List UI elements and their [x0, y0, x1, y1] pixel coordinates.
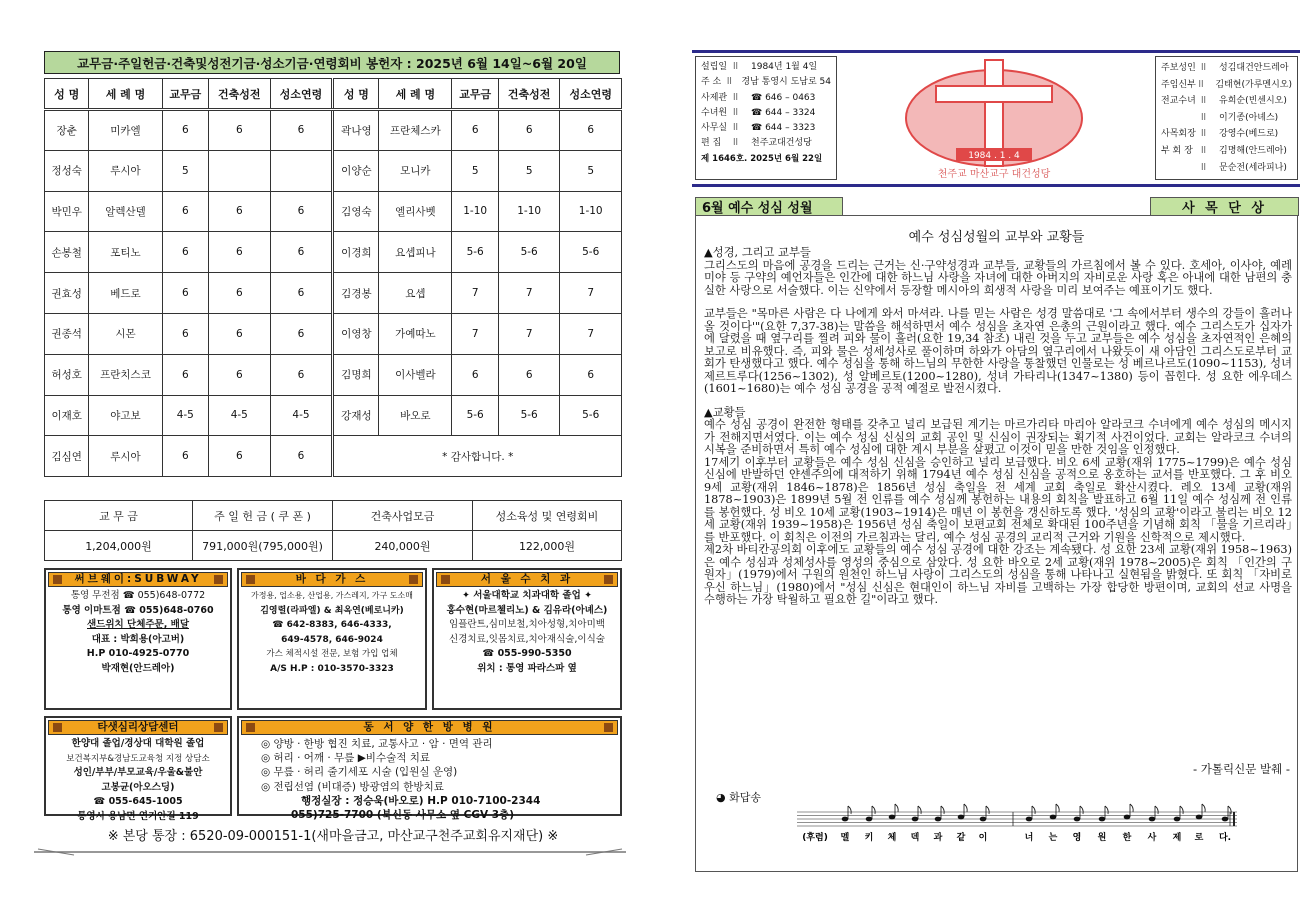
- ad-line: ☎ 642-8383, 646-4333,: [272, 620, 392, 630]
- emblem-text: 천주교 마산교구 대건성당: [937, 169, 1051, 180]
- note-head: [1149, 817, 1156, 822]
- donor-cell: 프란치스코: [89, 354, 162, 395]
- total-header-sunday: 주 일 헌 금 ( 쿠 폰 ): [193, 501, 333, 531]
- donation-header: 교무금·주일헌금·건축및성전기금·성소기금·연령회비 봉헌자 : 2025년 6월 14일~6월 20일: [44, 51, 620, 74]
- donor-cell: 7: [560, 273, 622, 314]
- donor-cell: 6: [209, 354, 271, 395]
- ad-subway: [44, 568, 232, 710]
- lyric-syllable: 는: [1048, 833, 1058, 843]
- staff-name: 김명해(안드레아): [1219, 145, 1287, 156]
- note-head: [1196, 815, 1203, 820]
- donor-cell: 7: [452, 313, 498, 354]
- article-paragraph: 그리스도의 마음에 공경을 드리는 근거는 신·구약성경과 교부들, 교황들의 가르침에서 볼 수 있다. 호세아, 이사야, 예레미야 등 구약의 예언자들은 인간에 대한 하느님 사랑을 자녀에 대한 아버지의 자비로운 사랑 혹은 아내에 대한 남편의 충실한 사랑으로 서술했다. 이는 신약에서 등장할 메시아의 희생적 사랑을 미리 보여주는 예표이기도 했다.: [704, 258, 1292, 297]
- donor-cell: 6: [498, 110, 560, 151]
- donor-cell: 엘리사벳: [379, 191, 452, 232]
- info-sep: ll: [1201, 112, 1207, 123]
- donor-cell: 5-6: [452, 232, 498, 273]
- note-flag: [1080, 806, 1083, 814]
- donor-col-header: 성소연령: [560, 79, 622, 110]
- donor-cell: 6: [270, 232, 333, 273]
- article-paragraph: 17세기 이후부터 교황들은 예수 성심 신심을 승인하고 널리 보급했다. 비오 6세 교황(재위 1775~1799)은 예수 성심 신심에 반발하던 얀센주의에 대적하기 위해 1794년 예수 성심 신심을 공적으로 옹호하는 교서를 반포했다. 그 후 비오 9세 교황(재위 1846~1878)은 1856년 성심 축일을 전 세계 교회 축일로 확산시켰다. 레오 13세 교황(재위 1878~1903)은 1899년 5월 전 인류를 예수 성심께 봉헌하는 내용의 회칙을 발표하고 6월 11일 예수 성심께 전 인류를 봉헌했다. 성 비오 10세 교황(1903~1914)은 매년 이 봉헌을 갱신하도록 했다. '성심의 교황'이라고 불리는 비오 12세 교황(재위 1939~1958)은 1956년 성심 축일이 보편교회 전체로 확대된 100주년을 기념해 회칙 「물을 기르리라」를 반포했다. 이 회칙은 이전의 가르침과는 달리, 예수 성심 공경의 교리적 근거와 기원을 신학적으로 제시했다.: [704, 455, 1292, 544]
- donor-cell: 요셉: [379, 273, 452, 314]
- donor-cell: 허성호: [45, 354, 89, 395]
- donor-cell: 6: [560, 110, 622, 151]
- parish-info-box: [695, 56, 837, 180]
- donor-cell: 6: [162, 354, 208, 395]
- ad-line: 행정실장 : 정승욱(바오로) H.P 010-7100-2344: [301, 794, 541, 807]
- total-value-vocation: 122,000원: [473, 531, 622, 561]
- info-sep: ll: [733, 123, 739, 134]
- note-head: [980, 817, 987, 822]
- info-value: ☎ 644 – 3324: [751, 107, 816, 118]
- note-head: [935, 817, 942, 822]
- lyric-syllable: 과: [933, 833, 943, 843]
- info-value: 경남 통영시 도남로 54: [741, 77, 831, 88]
- ad-line: 보건복지부&경남도교육청 지정 상담소: [66, 753, 210, 764]
- donor-col-header: 세 례 명: [379, 79, 452, 110]
- ad-line: 649-4578, 646-9024: [281, 634, 383, 645]
- ad-hanbang-title: 동 서 양 한 방 병 원: [363, 721, 496, 734]
- info-key: 주 소: [701, 77, 722, 88]
- donor-cell: 5-6: [498, 395, 560, 436]
- donor-cell: 6: [270, 191, 333, 232]
- staff-name: 강영수(베드로): [1219, 129, 1279, 140]
- donor-cell: 6: [209, 273, 271, 314]
- info-value: ☎ 644 – 3323: [751, 123, 816, 134]
- donor-cell: [209, 150, 271, 191]
- info-key: 수녀원: [701, 107, 728, 118]
- lyric-syllable: 같: [956, 833, 966, 843]
- staff-role: [1161, 110, 1201, 127]
- ad-line: 홍수현(마르첼리노) & 김유라(아녜스): [446, 604, 608, 616]
- info-value: ☎ 646 – 0463: [751, 92, 816, 103]
- note-flag: [1155, 806, 1158, 814]
- ad-line: 임플란트,심미보철,치아성형,치아미백: [449, 619, 605, 630]
- staff-row: [1161, 160, 1292, 177]
- donor-cell: 6: [560, 354, 622, 395]
- staff-role: [1161, 160, 1201, 177]
- donor-cell: 야고보: [89, 395, 162, 436]
- ad-line: ◎ 전립선염 (비대증) 방광염의 한방치료: [261, 780, 444, 793]
- donor-cell: 6: [270, 436, 333, 477]
- donor-cell: 루시아: [89, 150, 162, 191]
- donor-cell: 이사벨라: [379, 354, 452, 395]
- hymn-score: [797, 792, 1242, 846]
- note-flag: [1180, 806, 1183, 814]
- ad-counsel: [44, 716, 232, 822]
- header-rule-top: [692, 50, 1300, 53]
- lyric-syllable: (후렴): [802, 833, 828, 843]
- ad-line: 박재현(안드레아): [101, 662, 175, 674]
- ad-dental: [432, 568, 622, 710]
- lyric-syllable: 너: [1024, 833, 1034, 843]
- lyric-syllable: 로: [1194, 833, 1204, 843]
- donor-cell: 5: [560, 150, 622, 191]
- article-paragraph: 예수 성심 공경이 완전한 형태를 갖추고 널리 보급된 계기는 마르가리타 마리아 알라코크 수녀에게 예수 성심의 메시지가 전해지면서였다. 이는 예수 성심 신심의 교회 공인 및 신심이 권장되는 획기적 사건이었다. 교회는 알라코크 수녀의 시복을 준비하면서 특히 예수 성심에 대한 계시 부분을 살폈고 이것이 믿을 만한 것임을 인정했다.: [704, 418, 1292, 456]
- staff-role: 사목회장: [1161, 129, 1196, 140]
- donor-cell: 모니카: [379, 150, 452, 191]
- info-sep: ll: [1201, 63, 1207, 73]
- info-key: 설립일: [701, 62, 728, 72]
- donor-cell: 권종석: [45, 313, 89, 354]
- donor-cell: 5: [498, 150, 560, 191]
- donor-cell: 정성숙: [45, 150, 89, 191]
- donor-cell: 가예따노: [379, 313, 452, 354]
- article-paragraph: 교부들은 "목마른 사람은 다 나에게 와서 마셔라. 나를 믿는 사람은 성경 말씀대로 '그 속에서부터 생수의 강들이 흘러나올 것이다'"(요한 7,37-38)는 말씀을 해석하면서 예수 성심을 초자연 은총의 근원이라고 했다. 예수 그리스도가 십자가에 달렸을 때 옆구리를 찔려 피와 물이 흘러(요한 19,34 참조) 내린 것을 두고 교부들은 예수 성심을 초자연적인 은혜의 보고로 비유했다. 즉, 피와 물은 성세성사로 풀이하며 하와가 아담의 옆구리에서 나왔듯이 새 아담인 그리스도로부터 교회가 탄생했다고 했다. 예수 성심을 통해 하느님의 무한한 사랑을 통찰했던 인물로는 성 베르나르도(1090~1153), 성녀 제르트루다(1256~1302), 성 알베르토(1200~1280), 성녀 가타리나(1347~1380) 등이 꼽힌다. 성 요한 에우데스(1601~1680)는 예수 성심 공경을 공적 예절로 발전시켰다.: [704, 307, 1292, 395]
- section-label-right: 사 목 단 상: [1150, 197, 1299, 216]
- ad-line: 한양대 졸업/경상대 대학원 졸업: [71, 738, 205, 749]
- lyric-syllable: 제: [1172, 833, 1182, 843]
- lyric-syllable: 사: [1147, 833, 1157, 843]
- total-value-building: 240,000원: [333, 531, 473, 561]
- article-source: - 가톨릭신문 발췌 -: [1192, 762, 1290, 776]
- donor-col-header: 세 례 명: [89, 79, 162, 110]
- donor-cell: 이영창: [333, 313, 379, 354]
- ad-line: H.P 010-4925-0770: [86, 648, 190, 659]
- donor-table: [44, 78, 622, 477]
- info-key: 사제관: [701, 92, 728, 103]
- donor-cell: 4-5: [270, 395, 333, 436]
- note-flag: [1032, 806, 1035, 814]
- donor-cell: 1-10: [452, 191, 498, 232]
- hymn-label: ◕ 화답송: [716, 791, 761, 804]
- ad-line: A/S H.P : 010-3570-3323: [270, 663, 394, 674]
- donor-cell: 6: [209, 436, 271, 477]
- table-row: [45, 436, 622, 477]
- total-header-vocation: 성소육성 및 연령회비: [473, 501, 622, 531]
- staff-row: [1161, 60, 1292, 77]
- ad-line: ◎ 양방 · 한방 협진 치료, 교통사고 · 암 · 면역 관리: [261, 738, 493, 750]
- note-flag: [1202, 804, 1205, 812]
- donor-cell: 7: [560, 313, 622, 354]
- donor-col-header: 성 명: [333, 79, 379, 110]
- table-row: [45, 354, 622, 395]
- donor-cell: 1-10: [498, 191, 560, 232]
- info-sep: ll: [733, 107, 739, 118]
- donor-cell: 김심연: [45, 436, 89, 477]
- info-sep: ll: [733, 62, 739, 72]
- donor-cell: 프란체스카: [379, 110, 452, 151]
- note-flag: [1105, 806, 1108, 814]
- table-row: [45, 110, 622, 151]
- ad-badagas: [237, 568, 427, 710]
- ad-line: 대표 : 박희용(아고버): [91, 633, 185, 645]
- header-rule-bottom: [692, 184, 1300, 187]
- staff-row: [1161, 143, 1292, 160]
- note-head: [958, 815, 965, 820]
- donor-cell: 강재성: [333, 395, 379, 436]
- ad-line: ✦ 서울대학교 치과대학 졸업 ✦: [461, 590, 593, 601]
- info-sep: ll: [1201, 96, 1207, 107]
- table-row: [45, 150, 622, 191]
- parish-info-row: [701, 136, 831, 151]
- bank-account: ※ 본당 통장 : 6520-09-000151-1(새마을금고, 마산교구천주교회유지재단) ※: [107, 829, 559, 844]
- info-sep: ll: [733, 92, 739, 103]
- article-paragraph: ▲교황들: [704, 405, 746, 419]
- donor-cell: 6: [162, 232, 208, 273]
- lyric-syllable: 영: [1072, 833, 1082, 843]
- donor-cell: 바오로: [379, 395, 452, 436]
- note-head: [912, 817, 919, 822]
- donor-cell: 미카엘: [89, 110, 162, 151]
- info-value: 1984년 1월 4일: [751, 62, 818, 72]
- table-row: [45, 395, 622, 436]
- info-value: 천주교대건성당: [751, 138, 812, 149]
- donor-cell: [270, 150, 333, 191]
- ad-line: 가정용, 업소용, 산업용, 가스레지, 가구 도소매: [251, 591, 413, 600]
- info-key: 사무실: [701, 123, 728, 134]
- thanks-note: * 감사합니다. *: [333, 436, 622, 477]
- staff-name: 문순전(세라피나): [1219, 162, 1287, 173]
- donor-cell: 7: [452, 273, 498, 314]
- note-flag: [895, 804, 898, 812]
- note-flag: [964, 804, 967, 812]
- donor-cell: 4-5: [162, 395, 208, 436]
- info-sep: ll: [1198, 79, 1204, 90]
- staff-row: [1161, 126, 1292, 143]
- decorative-divider: [34, 848, 626, 856]
- donor-cell: 알렉산델: [89, 191, 162, 232]
- ad-line: 고봉균(아오스딩): [101, 781, 175, 793]
- table-row: [45, 313, 622, 354]
- ad-line: ◎ 무릎 · 허리 줄기세포 시술 (입원실 운영): [261, 766, 458, 779]
- note-head: [842, 817, 849, 822]
- donor-cell: 김영숙: [333, 191, 379, 232]
- donor-cell: 6: [209, 232, 271, 273]
- total-header-building: 건축사업모금: [333, 501, 473, 531]
- donor-cell: 6: [209, 110, 271, 151]
- total-value-gyomu: 1,204,000원: [45, 531, 193, 561]
- ad-line: ☎ 055-990-5350: [482, 648, 572, 659]
- info-sep: ll: [1201, 145, 1207, 156]
- lyric-syllable: 원: [1097, 833, 1107, 843]
- donor-cell: 5: [452, 150, 498, 191]
- donor-cell: 김경봉: [333, 273, 379, 314]
- parish-info-row: [701, 106, 831, 121]
- donor-cell: 포티노: [89, 232, 162, 273]
- donor-cell: 곽나영: [333, 110, 379, 151]
- donor-cell: 6: [270, 110, 333, 151]
- lyric-syllable: 덱: [910, 833, 920, 843]
- donor-cell: 6: [452, 354, 498, 395]
- lyric-syllable: 체: [887, 833, 897, 843]
- note-flag: [941, 806, 944, 814]
- table-row: [45, 232, 622, 273]
- note-flag: [1056, 804, 1059, 812]
- article-body: [704, 247, 1292, 607]
- note-head: [889, 815, 896, 820]
- donor-cell: 시몬: [89, 313, 162, 354]
- parish-staff-box: [1155, 56, 1298, 180]
- staff-name: 성김대건안드레아: [1219, 63, 1289, 73]
- donor-cell: 요셉피나: [379, 232, 452, 273]
- donor-col-header: 성소연령: [270, 79, 333, 110]
- staff-name: 유희순(빈센시오): [1219, 96, 1287, 107]
- ad-line: 신경치료,잇몸치료,치아재식술,이식술: [449, 633, 605, 645]
- note-flag: [918, 806, 921, 814]
- parish-info-row: [701, 91, 831, 106]
- donor-cell: 6: [162, 191, 208, 232]
- donor-cell: 1-10: [560, 191, 622, 232]
- staff-role: 부 회 장: [1161, 145, 1193, 156]
- donor-col-header: 건축성전: [498, 79, 560, 110]
- donor-cell: 루시아: [89, 436, 162, 477]
- ad-badagas-title: 바 다 가 스: [295, 573, 369, 586]
- note-flag: [872, 806, 875, 814]
- donor-cell: 6: [162, 110, 208, 151]
- note-head: [1050, 815, 1057, 820]
- staff-row: [1161, 110, 1292, 127]
- note-head: [1174, 817, 1181, 822]
- donor-col-header: 교무금: [452, 79, 498, 110]
- staff-name: 김태현(가루멘시오): [1215, 79, 1292, 90]
- info-sep: ll: [1201, 162, 1207, 173]
- donor-cell: 박민우: [45, 191, 89, 232]
- donor-col-header: 교무금: [162, 79, 208, 110]
- lyric-syllable: 이: [978, 833, 988, 843]
- ad-subway-title: 써브웨이:SUBWAY: [74, 573, 202, 586]
- donor-cell: 6: [209, 313, 271, 354]
- staff-role: 주보성인: [1161, 63, 1196, 73]
- donor-cell: 7: [498, 273, 560, 314]
- donor-cell: 6: [270, 313, 333, 354]
- info-sep: ll: [726, 77, 732, 88]
- donor-cell: 베드로: [89, 273, 162, 314]
- donor-cell: 6: [498, 354, 560, 395]
- note-head: [1099, 817, 1106, 822]
- ad-hanbang: [237, 716, 622, 822]
- donor-cell: 6: [162, 436, 208, 477]
- donor-cell: 6: [162, 273, 208, 314]
- staff-row: [1161, 77, 1292, 94]
- note-flag: [1228, 806, 1231, 814]
- parish-info-row: [701, 75, 831, 90]
- parish-emblem: [840, 56, 1144, 180]
- issue-number: 제 1646호. 2025년 6월 22일: [701, 153, 823, 164]
- info-key: 편 집: [701, 138, 722, 149]
- donor-cell: 장춘: [45, 110, 89, 151]
- donor-cell: 6: [270, 273, 333, 314]
- note-head: [1026, 817, 1033, 822]
- parish-info-row: [701, 121, 831, 136]
- ad-line: 통영 이마트점 ☎ 055)648-0760: [62, 604, 214, 616]
- lyric-syllable: 멜: [840, 833, 850, 843]
- ad-line: 위치 : 통영 파라스파 옆: [477, 662, 577, 674]
- note-head: [1222, 817, 1229, 822]
- donor-cell: 5: [162, 150, 208, 191]
- ad-counsel-title: 타샛심리상담센터: [97, 721, 179, 734]
- donor-cell: 이경희: [333, 232, 379, 273]
- ad-line: 샌드위치 단체주문, 배달: [87, 619, 189, 630]
- ad-line: 김영렬(라파엘) & 최옥연(베로니카): [260, 605, 404, 616]
- note-head: [866, 817, 873, 822]
- ad-line: ☎ 055-645-1005: [93, 796, 183, 807]
- donor-cell: 6: [452, 110, 498, 151]
- ad-dental-title: 서 울 수 치 과: [480, 573, 574, 586]
- article-title: 예수 성심성월의 교부와 교황들: [908, 230, 1085, 245]
- donor-col-header: 건축성전: [209, 79, 271, 110]
- ad-line: 가스 체적시설 전문, 보험 가입 업체: [266, 649, 398, 659]
- donor-cell: 손봉철: [45, 232, 89, 273]
- info-sep: ll: [733, 138, 739, 149]
- donor-cell: 6: [209, 191, 271, 232]
- lyric-syllable: 한: [1122, 833, 1132, 843]
- lyric-syllable: 다.: [1218, 833, 1232, 843]
- emblem-year: 1984 . 1 . 4: [968, 151, 1020, 161]
- donor-cell: 권효성: [45, 273, 89, 314]
- article-paragraph: 제2차 바티칸공의회 이후에도 교황들의 예수 성심 공경에 대한 강조는 계속됐다. 성 요한 23세 교황(재위 1958~1963)은 예수 성심과 성체성사를 영성의 중심으로 삼았다. 성 요한 바오로 2세 교황(재위 1978~2005)은 회칙 「인간의 구원자」(1979)에서 구원의 원천인 하느님 사랑이 그리스도의 성심을 통해 나타나고 실현됨을 밝혔다. 또 회칙 「자비로우신 하느님」(1980)에서 "성심 신심은 현대인이 하느님 자비를 고백하는 가장 합당한 방편이며, 교회의 선교 사명을 수행하는 가장 탁월하고 필요한 길"이라고 했다.: [704, 543, 1292, 606]
- donor-cell: 7: [498, 313, 560, 354]
- note-flag: [1130, 804, 1133, 812]
- article-paragraph: ▲성경, 그리고 교부들: [704, 246, 811, 259]
- ad-line: ◎ 허리 · 어깨 · 무릎 ▶비수술적 치료: [261, 752, 430, 765]
- donor-cell: 5-6: [560, 232, 622, 273]
- donor-col-header: 성 명: [45, 79, 89, 110]
- staff-row: [1161, 93, 1292, 110]
- section-title: 6월 예수 성심 성월: [695, 197, 843, 216]
- donor-cell: 4-5: [209, 395, 271, 436]
- donor-cell: 6: [162, 313, 208, 354]
- staff-role: 주임신부: [1161, 79, 1196, 90]
- staff-role: 전교수녀: [1161, 96, 1196, 107]
- total-header-gyomu: 교 무 금: [45, 501, 193, 531]
- donor-cell: 이재호: [45, 395, 89, 436]
- note-head: [1124, 815, 1131, 820]
- donor-cell: 6: [270, 354, 333, 395]
- ad-line: 통영시 용남면 연기안길 119: [77, 810, 199, 822]
- note-flag: [986, 806, 989, 814]
- donor-cell: 5-6: [452, 395, 498, 436]
- info-sep: ll: [1201, 129, 1207, 140]
- table-row: [45, 191, 622, 232]
- donor-cell: 김명희: [333, 354, 379, 395]
- ad-line: 055)725-7700 (북신동 사무소 옆 CGV 3층): [291, 809, 514, 822]
- donor-cell: 5-6: [498, 232, 560, 273]
- table-row: [45, 273, 622, 314]
- donor-cell: 5-6: [560, 395, 622, 436]
- ad-line: 성인/부부/부모교육/우울&불안: [73, 767, 203, 778]
- note-head: [1074, 817, 1081, 822]
- staff-name: 이기종(아녜스): [1219, 112, 1279, 123]
- ad-line: 통영 무전점 ☎ 055)648-0772: [70, 590, 206, 601]
- total-value-sunday: 791,000원(795,000원): [193, 531, 333, 561]
- donor-cell: 이양순: [333, 150, 379, 191]
- totals-table: [44, 500, 622, 561]
- note-flag: [848, 806, 851, 814]
- parish-info-row: [701, 60, 831, 75]
- paragraph-gap: [704, 396, 1292, 407]
- lyric-syllable: 키: [864, 833, 874, 843]
